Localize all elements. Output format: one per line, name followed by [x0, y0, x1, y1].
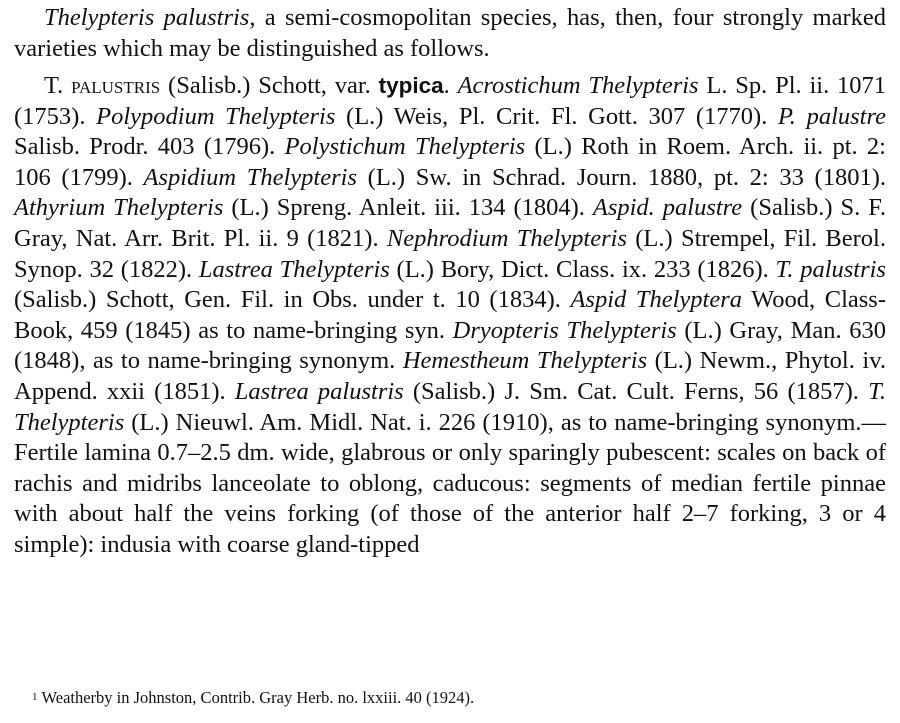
synonym-name: Dryopteris Thelypteris — [452, 316, 677, 344]
text-run: (L.) Sw. in Schrad. Journ. 1880, pt. 2: 33 (1801). — [357, 163, 886, 191]
synonym-name: Polypodium Thelypteris — [96, 102, 336, 130]
synonym-name: Nephrodium Thelypteris — [386, 224, 627, 252]
text-run: (L.) Nieuwl. Am. Midl. Nat. i. 226 (1910), as to name-bringing synonym.—Fertile lamina 0.7–2.5 dm. wide, glabrous or only sparingly pubescent: scales on back of rachis and midribs lanceolate to oblong, caducous: segments of median fertile pinnae with about half the veins forking (of those of the anterior half 2–7 forking, 3 or 4 simple): indusia with coarse gland-tipped — [14, 408, 886, 558]
synonym-name: Athyrium Thelypteris — [14, 194, 224, 222]
text-run: (L.) Weis, Pl. Crit. Fl. Gott. 307 (1770). — [335, 102, 778, 130]
text-run: , a semi-cosmopolitan species, has, then, four strongly marked varieties which may be distinguished as follows. — [14, 4, 886, 62]
footnote-text: Weatherby in Johnston, Contrib. Gray Herb. no. lxxiii. 40 (1924). — [41, 688, 475, 707]
synonym-name: Polystichum Thelypteris — [284, 133, 526, 161]
text-run: (L.) Gray, Man. 630 (1848), as to name-bringing synonym. — [14, 316, 886, 375]
text-run: T. — [44, 72, 72, 99]
synonym-name: Aspidium Thelypteris — [143, 163, 357, 191]
text-run: (Salisb.) J. Sm. Cat. Cult. Ferns, 56 (1857). — [403, 377, 869, 405]
text-run: Wood, Class-Book, 459 (1845) as to name-bringing syn. — [14, 286, 886, 344]
footnote — [32, 687, 474, 708]
synonym-name: Hemestheum Thelypteris — [402, 347, 648, 375]
footnote-mark: 1 — [32, 691, 38, 703]
text-run: (L.) Roth in Roem. Arch. ii. pt. 2: 106 (1799). — [14, 133, 886, 191]
text-run: (L.) Newm., Phytol. iv. Append. xxii (1851). — [14, 347, 886, 405]
synonym-name: T. Thelypteris — [14, 377, 887, 436]
synonym-name: Acrostichum Thelypteris — [457, 72, 699, 99]
text-run: L. Sp. Pl. ii. 1071 (1753). — [14, 72, 887, 130]
synonym-name: Lastrea palustris — [234, 377, 404, 405]
text-run: (Salisb.) S. F. Gray, Nat. Arr. Brit. Pl. ii. 9 (1821). — [14, 194, 886, 252]
text-run: (Salisb.) Schott, var. — [160, 72, 379, 99]
text-run: . — [443, 72, 458, 99]
synonym-name: T. palustris — [775, 255, 886, 283]
synonym-name: Aspid Thelyptera — [570, 286, 742, 314]
species-name: Thelypteris palustris — [44, 4, 250, 31]
text-run: (Salisb.) Schott, Gen. Fil. in Obs. under t. 10 (1834). — [14, 286, 571, 314]
synonym-name: Aspid. palustre — [592, 194, 743, 222]
text-run: palustris — [71, 72, 161, 99]
text-run: (L.) Spreng. Anleit. iii. 134 (1804). — [223, 194, 593, 222]
synonym-name: P. palustre — [778, 102, 886, 130]
text-run: (L.) Bory, Dict. Class. ix. 233 (1826). — [389, 255, 776, 283]
text-run: (L.) Strempel, Fil. Berol. Synop. 32 (1822). — [14, 224, 886, 283]
variety-name: typica — [378, 73, 444, 98]
text-run: Salisb. Prodr. 403 (1796). — [14, 133, 285, 161]
intro-paragraph — [14, 3, 886, 64]
variety-typica-paragraph — [14, 71, 886, 561]
synonym-name: Lastrea Thelypteris — [198, 255, 390, 283]
